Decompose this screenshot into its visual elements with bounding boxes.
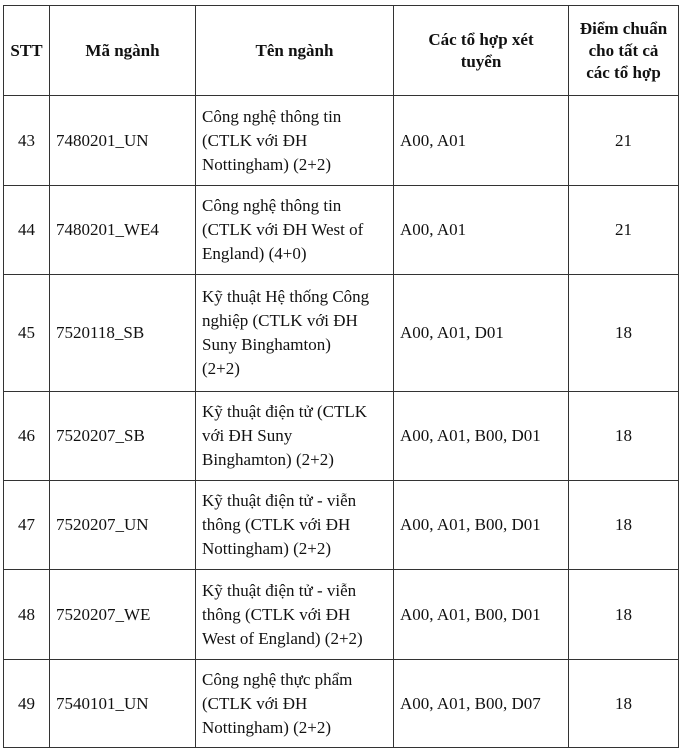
cell-major-name: Kỹ thuật điện tử (CTLK với ĐH Suny Binghamton) (2+2) bbox=[196, 392, 394, 481]
header-major-code: Mã ngành bbox=[50, 6, 196, 96]
cell-benchmark-score: 18 bbox=[569, 660, 679, 748]
header-stt: STT bbox=[4, 6, 50, 96]
cell-subject-combinations: A00, A01, D01 bbox=[394, 275, 569, 392]
table-header-row bbox=[4, 6, 679, 96]
admission-score-table bbox=[3, 5, 679, 748]
cell-major-code: 7540101_UN bbox=[50, 660, 196, 748]
cell-subject-combinations: A00, A01, B00, D07 bbox=[394, 660, 569, 748]
table-row bbox=[4, 392, 679, 481]
cell-subject-combinations: A00, A01, B00, D01 bbox=[394, 392, 569, 481]
table-row bbox=[4, 570, 679, 660]
cell-major-code: 7520207_WE bbox=[50, 570, 196, 660]
cell-benchmark-score: 21 bbox=[569, 96, 679, 186]
table-row bbox=[4, 481, 679, 570]
cell-subject-combinations: A00, A01 bbox=[394, 186, 569, 275]
table-row bbox=[4, 96, 679, 186]
cell-benchmark-score: 18 bbox=[569, 392, 679, 481]
cell-major-code: 7520207_UN bbox=[50, 481, 196, 570]
cell-stt: 46 bbox=[4, 392, 50, 481]
table-row bbox=[4, 186, 679, 275]
cell-stt: 49 bbox=[4, 660, 50, 748]
cell-stt: 48 bbox=[4, 570, 50, 660]
cell-stt: 45 bbox=[4, 275, 50, 392]
cell-subject-combinations: A00, A01, B00, D01 bbox=[394, 481, 569, 570]
cell-major-name: Công nghệ thông tin (CTLK với ĐH West of England) (4+0) bbox=[196, 186, 394, 275]
table-row bbox=[4, 275, 679, 392]
cell-major-name: Kỹ thuật điện tử - viễn thông (CTLK với ĐH West of England) (2+2) bbox=[196, 570, 394, 660]
cell-major-name: Công nghệ thông tin (CTLK với ĐH Nottingham) (2+2) bbox=[196, 96, 394, 186]
cell-stt: 47 bbox=[4, 481, 50, 570]
cell-major-code: 7480201_WE4 bbox=[50, 186, 196, 275]
cell-major-name: Công nghệ thực phẩm (CTLK với ĐH Nottingham) (2+2) bbox=[196, 660, 394, 748]
cell-stt: 43 bbox=[4, 96, 50, 186]
cell-major-name: Kỹ thuật Hệ thống Công nghiệp (CTLK với ĐH Suny Binghamton) (2+2) bbox=[196, 275, 394, 392]
cell-stt: 44 bbox=[4, 186, 50, 275]
cell-benchmark-score: 18 bbox=[569, 275, 679, 392]
cell-benchmark-score: 21 bbox=[569, 186, 679, 275]
cell-major-code: 7480201_UN bbox=[50, 96, 196, 186]
cell-major-code: 7520207_SB bbox=[50, 392, 196, 481]
cell-subject-combinations: A00, A01 bbox=[394, 96, 569, 186]
cell-major-name: Kỹ thuật điện tử - viễn thông (CTLK với ĐH Nottingham) (2+2) bbox=[196, 481, 394, 570]
header-benchmark-score: Điểm chuẩn cho tất cả các tổ hợp bbox=[569, 6, 679, 96]
cell-major-code: 7520118_SB bbox=[50, 275, 196, 392]
cell-benchmark-score: 18 bbox=[569, 481, 679, 570]
cell-subject-combinations: A00, A01, B00, D01 bbox=[394, 570, 569, 660]
table-row bbox=[4, 660, 679, 748]
header-major-name: Tên ngành bbox=[196, 6, 394, 96]
cell-benchmark-score: 18 bbox=[569, 570, 679, 660]
header-subject-combinations: Các tổ hợp xét tuyển bbox=[394, 6, 569, 96]
